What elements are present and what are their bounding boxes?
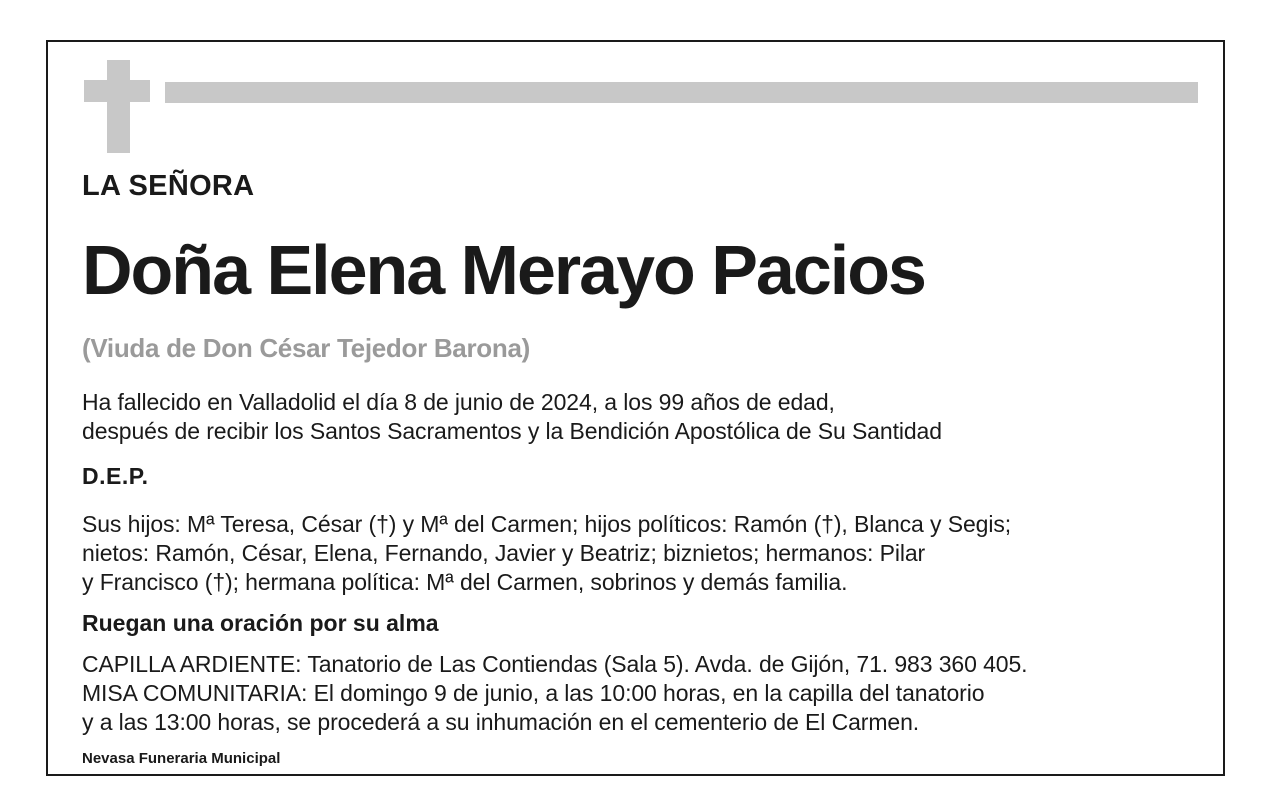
dep-label: D.E.P. <box>82 463 149 489</box>
service-line: CAPILLA ARDIENTE: Tanatorio de Las Contiendas (Sala 5). Avda. de Gijón, 71. 983 360 405. <box>82 651 1028 677</box>
cross-icon-horizontal <box>84 80 150 102</box>
family-line: nietos: Ramón, César, Elena, Fernando, Javier y Beatriz; biznietos; hermanos: Pilar <box>82 540 926 566</box>
death-statement <box>82 388 942 446</box>
family-line: y Francisco (†); hermana política: Mª del Carmen, sobrinos y demás familia. <box>82 569 848 595</box>
service-details <box>82 650 1027 737</box>
intro-title: LA SEÑORA <box>82 170 255 202</box>
funeral-home-credit: Nevasa Funeraria Municipal <box>82 750 281 767</box>
widow-of-line: (Viuda de Don César Tejedor Barona) <box>82 333 530 363</box>
death-line: después de recibir los Santos Sacramentos y la Bendición Apostólica de Su Santidad <box>82 418 942 444</box>
death-line: Ha fallecido en Valladolid el día 8 de junio de 2024, a los 99 años de edad, <box>82 389 835 415</box>
prayer-request: Ruegan una oración por su alma <box>82 610 439 636</box>
header-rule-bar <box>165 82 1198 103</box>
service-line: y a las 13:00 horas, se procederá a su inhumación en el cementerio de El Carmen. <box>82 709 920 735</box>
cross-icon-vertical <box>107 60 130 153</box>
service-line: MISA COMUNITARIA: El domingo 9 de junio, a las 10:00 horas, en la capilla del tanatorio <box>82 680 985 706</box>
deceased-name: Doña Elena Merayo Pacios <box>82 231 925 309</box>
family-list <box>82 510 1011 597</box>
family-line: Sus hijos: Mª Teresa, César (†) y Mª del Carmen; hijos políticos: Ramón (†), Blanca y Segis; <box>82 511 1012 537</box>
